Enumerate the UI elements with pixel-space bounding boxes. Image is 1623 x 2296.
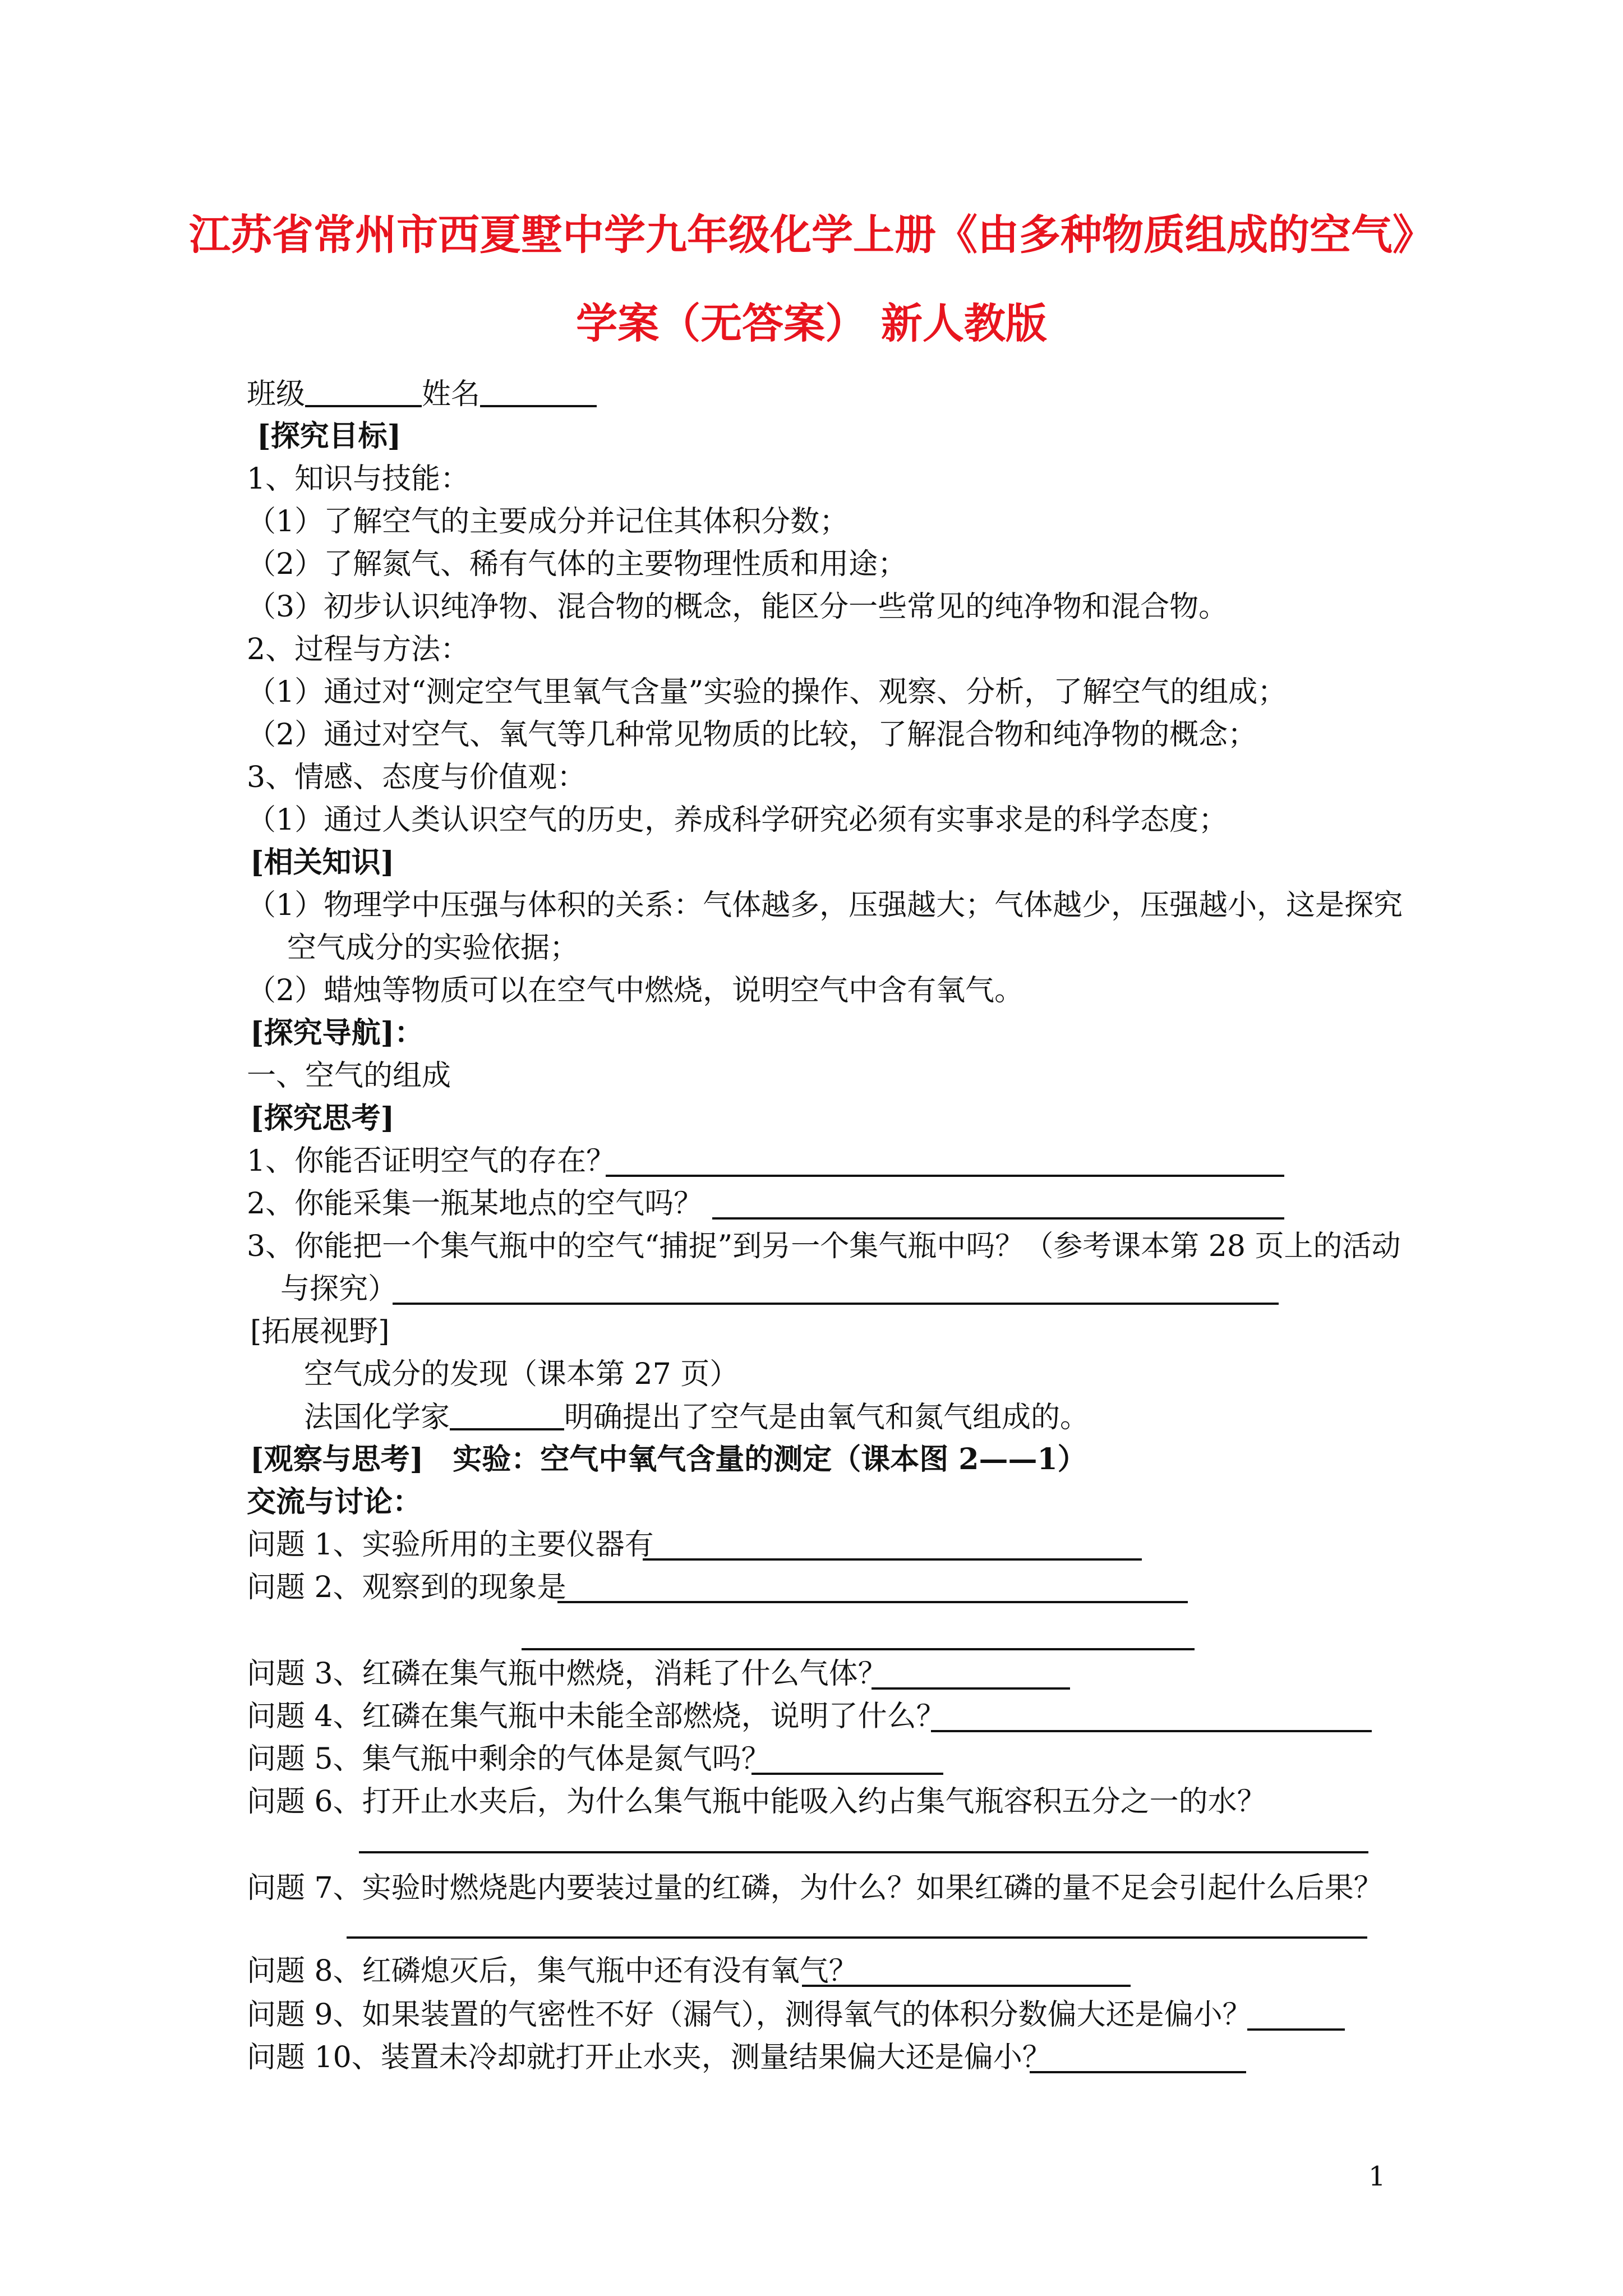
think-question-2: 2、你能采集一瓶某地点的空气吗？: [247, 1187, 703, 1221]
section-related: [相关知识]: [250, 845, 395, 880]
objective-1-heading: 1、知识与技能：: [247, 462, 470, 496]
nav-item-1: 一、空气的组成: [247, 1059, 451, 1093]
question-7-answer-line[interactable]: [347, 1936, 1367, 1939]
question-8: 问题 8、红磷熄灭后，集气瓶中还有没有氧气？: [247, 1954, 858, 1988]
question-8-answer-line[interactable]: [802, 1985, 1131, 1987]
section-expand: [拓展视野]: [250, 1315, 390, 1349]
objective-1-3: （3）初步认识纯净物、混合物的概念，能区分一些常见的纯净物和混合物。: [247, 590, 1228, 624]
think-3-answer-line[interactable]: [393, 1303, 1279, 1305]
objective-2-2: （2）通过对空气、氧气等几种常见物质的比较，了解混合物和纯净物的概念；: [247, 718, 1257, 752]
question-5-answer-line[interactable]: [751, 1773, 943, 1775]
related-1-line1: （1）物理学中压强与体积的关系：气体越多，压强越大；气体越少，压强越小，这是探究: [247, 889, 1403, 922]
question-10: 问题 10、装置未冷却就打开止水夹，测量结果偏大还是偏小？: [247, 2041, 1052, 2074]
related-2: （2）蜡烛等物质可以在空气中燃烧，说明空气中含有氧气。: [247, 974, 1024, 1007]
objective-1-2: （2）了解氮气、稀有气体的主要物理性质和用途；: [247, 547, 907, 581]
objective-2-heading: 2、过程与方法：: [247, 633, 470, 666]
question-3-answer-line[interactable]: [872, 1687, 1070, 1690]
expand-item-2-suffix: 明确提出了空气是由氧气和氮气组成的。: [564, 1401, 1090, 1434]
think-1-answer-line[interactable]: [606, 1175, 1284, 1177]
question-6-answer-line[interactable]: [359, 1851, 1368, 1853]
think-question-1: 1、你能否证明空气的存在？: [247, 1144, 616, 1178]
objective-3-heading: 3、情感、态度与价值观：: [247, 761, 587, 794]
question-10-answer-line[interactable]: [1030, 2071, 1246, 2073]
question-3: 问题 3、红磷在集气瓶中燃烧，消耗了什么气体？: [247, 1657, 887, 1691]
question-9-answer-line[interactable]: [1247, 2028, 1345, 2031]
chemist-blank[interactable]: [450, 1402, 564, 1430]
question-1-answer-line[interactable]: [643, 1558, 1142, 1561]
discussion-heading: 交流与讨论：: [247, 1485, 422, 1519]
objective-2-1: （1）通过对“测定空气里氧气含量”实验的操作、观察、分析，了解空气的组成；: [247, 675, 1287, 709]
think-2-answer-line[interactable]: [712, 1217, 1284, 1220]
objective-3-1: （1）通过人类认识空气的历史，养成科学研究必须有实事求是的科学态度；: [247, 803, 1228, 837]
document-title-line2: 学案（无答案） 新人教版: [576, 300, 1047, 348]
class-name-row: [247, 379, 597, 409]
think-question-3-line1: 3、你能把一个集气瓶中的空气“捕捉”到另一个集气瓶中吗？（参考课本第 28 页上的活动: [247, 1230, 1401, 1263]
document-title-line1: 江苏省常州市西夏墅中学九年级化学上册《由多种物质组成的空气》: [189, 211, 1434, 259]
question-6: 问题 6、打开止水夹后，为什么集气瓶中能吸入约占集气瓶容积五分之一的水？: [247, 1785, 1266, 1819]
question-5: 问题 5、集气瓶中剩余的气体是氮气吗？: [247, 1742, 771, 1776]
question-2-answer-line[interactable]: [557, 1601, 1188, 1603]
objective-1-1: （1）了解空气的主要成分并记住其体积分数；: [247, 505, 849, 539]
class-blank[interactable]: [305, 379, 422, 407]
question-7: 问题 7、实验时燃烧匙内要装过量的红磷，为什么？如果红磷的量不足会引起什么后果？: [247, 1871, 1383, 1905]
section-objectives: [探究目标]: [257, 419, 402, 453]
think-question-3-line2: 与探究）: [280, 1272, 398, 1306]
related-1-line2: 空气成分的实验依据；: [287, 931, 579, 965]
question-2-answer-line-2[interactable]: [522, 1648, 1195, 1650]
expand-item-1: 空气成分的发现（课本第 27 页）: [304, 1358, 739, 1391]
section-think: [探究思考]: [250, 1101, 395, 1135]
section-observe: [观察与思考] 实验：空气中氧气含量的测定（课本图 2——1）: [250, 1442, 1087, 1476]
class-label: 班级: [247, 378, 306, 411]
question-2: 问题 2、观察到的现象是: [247, 1571, 566, 1604]
question-9: 问题 9、如果装置的气密性不好（漏气），测得氧气的体积分数偏大还是偏小？: [247, 1998, 1252, 2032]
question-4-answer-line[interactable]: [931, 1730, 1372, 1732]
name-label: 姓名: [422, 378, 481, 411]
page-number: 1: [1368, 2161, 1386, 2192]
expand-item-2-prefix: 法国化学家: [304, 1401, 450, 1434]
name-blank[interactable]: [480, 379, 597, 407]
section-navigation: [探究导航]：: [250, 1016, 424, 1050]
question-1: 问题 1、实验所用的主要仪器有: [247, 1528, 654, 1562]
expand-item-2: [304, 1402, 1089, 1432]
question-4: 问题 4、红磷在集气瓶中未能全部燃烧，说明了什么？: [247, 1700, 946, 1733]
